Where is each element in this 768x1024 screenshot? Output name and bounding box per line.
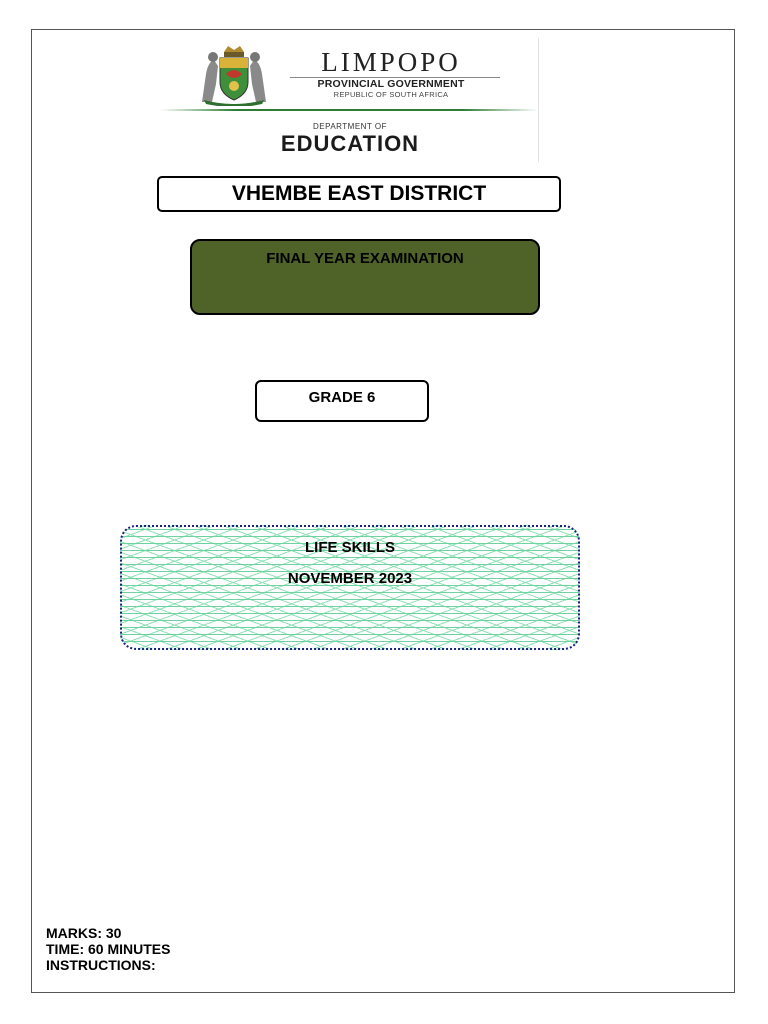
page-frame xyxy=(31,29,735,993)
subject-box xyxy=(120,525,580,650)
department-of-label: DEPARTMENT OF xyxy=(312,122,388,131)
grade-label: GRADE 6 xyxy=(308,389,376,406)
exam-type-label: FINAL YEAR EXAMINATION xyxy=(266,250,464,267)
exam-details xyxy=(46,925,170,973)
grade-box xyxy=(255,380,429,422)
subject-title: LIFE SKILLS xyxy=(305,539,395,556)
department-name: EDUCATION xyxy=(280,131,420,156)
exam-type-box xyxy=(190,239,540,315)
republic-label: REPUBLIC OF SOUTH AFRICA xyxy=(333,90,449,99)
district-name: VHEMBE EAST DISTRICT xyxy=(231,182,487,205)
time-label: TIME: 60 MINUTES xyxy=(46,941,171,957)
green-divider xyxy=(160,109,538,111)
marks-label: MARKS: 30 xyxy=(46,925,122,941)
province-name: LIMPOPO xyxy=(321,47,461,77)
provincial-government: PROVINCIAL GOVERNMENT xyxy=(317,78,465,90)
header-edge-line xyxy=(538,38,539,162)
coat-of-arms-icon xyxy=(196,44,272,106)
header-logo xyxy=(160,38,540,162)
instructions-label: INSTRUCTIONS: xyxy=(46,957,156,973)
district-box xyxy=(157,176,561,212)
exam-date: NOVEMBER 2023 xyxy=(287,570,413,587)
